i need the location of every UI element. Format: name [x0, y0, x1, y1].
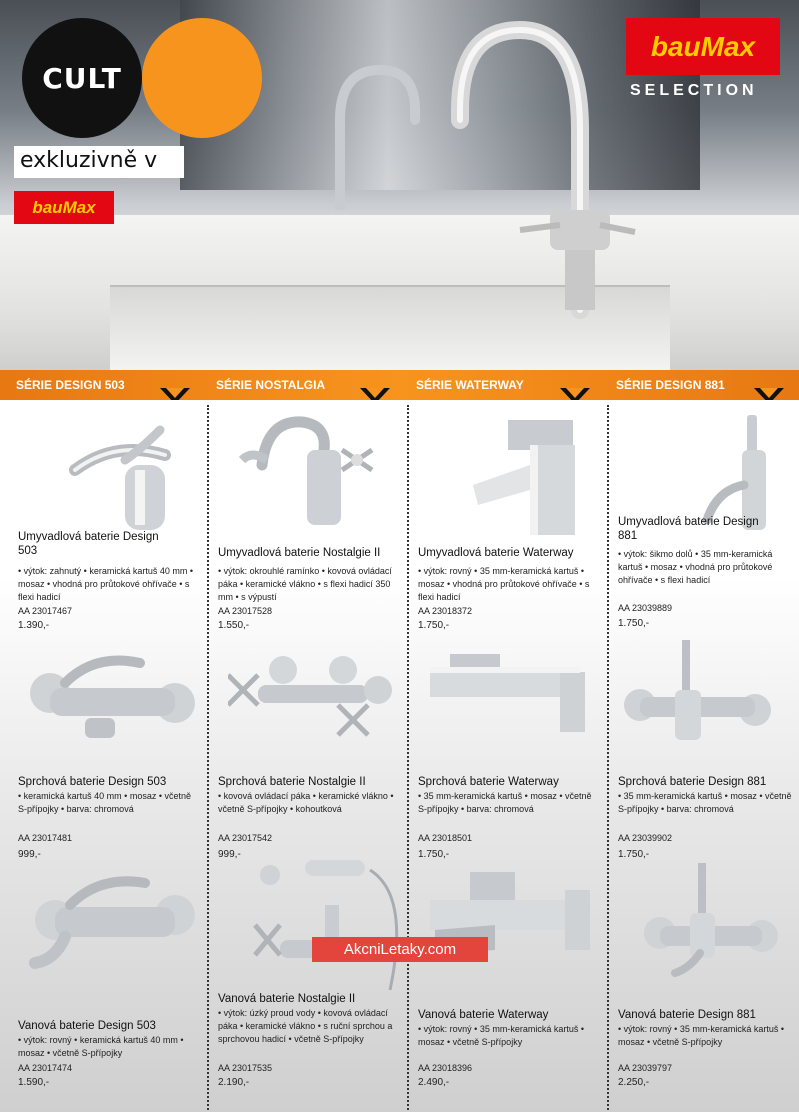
product-price: 1.750,-	[618, 618, 650, 629]
basin-faucet-nostalgia-image	[232, 410, 382, 530]
cult-logo-text: CULT	[42, 61, 122, 95]
product-code: AA 23017474	[18, 1063, 73, 1073]
product-title: Sprchová baterie Design 881	[618, 776, 767, 788]
exclusive-text: exkluzivně v	[20, 148, 158, 173]
shower-faucet-nostalgia-image	[228, 650, 398, 745]
product-code: AA 23039902	[618, 833, 673, 843]
product-spec: • výtok: okrouhlé ramínko • kovová ovládací páka • keramické vlákno • s flexi hadicí 350 mm • s výpustí	[218, 566, 392, 603]
product-spec: • kovová ovládací páka • keramické vlákno • včetně S-přípojky • kohoutková	[218, 791, 394, 815]
product-price: 999,-	[218, 849, 241, 860]
product-code: AA 23017481	[18, 833, 73, 843]
product-code: AA 23017542	[218, 833, 273, 843]
bath-faucet-design-881-image	[640, 858, 780, 978]
product-title: Umyvadlová baterie Waterway	[418, 547, 574, 559]
product-spec: • výtok: rovný • 35 mm-keramická kartuš • mosaz • včetně S-přípojky	[618, 1024, 784, 1048]
product-price: 1.390,-	[18, 620, 50, 631]
product-title: Sprchová baterie Waterway	[418, 776, 559, 788]
product-price: 1.550,-	[218, 620, 250, 631]
product-title: Vanová baterie Nostalgie II	[218, 993, 356, 1005]
baumax-logo: bauMax	[626, 18, 780, 75]
product-price: 1.590,-	[18, 1077, 50, 1088]
watermark: AkcniLetaky.com	[312, 937, 488, 962]
shower-faucet-design-881-image	[620, 635, 775, 745]
product-code: AA 23017535	[218, 1063, 273, 1073]
hero-faucet-image	[430, 10, 650, 320]
product-title: Sprchová baterie Nostalgie II	[218, 776, 366, 788]
product-code: AA 23017467	[18, 606, 73, 616]
basin-faucet-design-503-image	[55, 410, 185, 535]
product-title: Vanová baterie Design 503	[18, 1020, 156, 1032]
product-spec: • výtok: zahnutý • keramická kartuš 40 mm • mosaz • vhodná pro průtokové ohřívače • s flexi hadicí	[18, 566, 194, 603]
product-price: 2.490,-	[418, 1077, 450, 1088]
series-label-nostalgia: SÉRIE NOSTALGIA	[216, 378, 326, 392]
product-price: 1.750,-	[418, 849, 450, 860]
hero-faucet-small-image	[320, 60, 430, 210]
product-spec: • výtok: rovný • keramická kartuš 40 mm • mosaz • včetně S-přípojky	[18, 1035, 184, 1059]
cult-logo	[22, 18, 142, 138]
product-price: 1.750,-	[618, 849, 650, 860]
product-code: AA 23018372	[418, 606, 473, 616]
product-title: Umyvadlová baterie Design 881	[618, 516, 759, 543]
product-title: Umyvadlová baterie Nostalgie II	[218, 547, 381, 559]
product-code: AA 23018501	[418, 833, 473, 843]
product-spec: • výtok: šikmo dolů • 35 mm-keramická kartuš • mosaz • vhodná pro průtokové ohřívače • s flexi hadicí	[618, 549, 773, 586]
product-title: Umyvadlová baterie Design 503	[18, 531, 159, 558]
selection-label: SELECTION	[630, 82, 758, 99]
product-title: Vanová baterie Design 881	[618, 1009, 756, 1021]
column-divider	[607, 405, 609, 1110]
shower-faucet-waterway-image	[425, 652, 590, 737]
product-title: Vanová baterie Waterway	[418, 1009, 549, 1021]
product-price: 2.190,-	[218, 1077, 250, 1088]
product-spec: • 35 mm-keramická kartuš • mosaz • včetně S-přípojky • barva: chromová	[618, 791, 792, 815]
product-spec: • výtok: rovný • 35 mm-keramická kartuš • mosaz • vhodná pro průtokové ohřívače • s flexi hadicí	[418, 566, 590, 603]
product-price: 2.250,-	[618, 1077, 650, 1088]
product-code: AA 23018396	[418, 1063, 473, 1073]
product-spec: • keramická kartuš 40 mm • mosaz • včetně S-přípojky • barva: chromová	[18, 791, 192, 815]
shower-faucet-design-503-image	[25, 648, 195, 748]
product-title: Sprchová baterie Design 503	[18, 776, 167, 788]
product-price: 1.750,-	[418, 620, 450, 631]
product-code: AA 23039889	[618, 603, 673, 613]
product-spec: • 35 mm-keramická kartuš • mosaz • včetně S-přípojky • barva: chromová	[418, 791, 592, 815]
product-code: AA 23039797	[618, 1063, 673, 1073]
series-label-design-881: SÉRIE DESIGN 881	[616, 378, 725, 392]
product-code: AA 23017528	[218, 606, 273, 616]
product-price: 999,-	[18, 849, 41, 860]
product-spec: • výtok: úzký proud vody • kovová ovládací páka • keramické vlákno • s ruční sprchou a sprchovou hadicí • včetně S-přípojky	[218, 1008, 393, 1045]
product-spec: • výtok: rovný • 35 mm-keramická kartuš • mosaz • včetně S-přípojky	[418, 1024, 584, 1048]
bath-faucet-nostalgia-image	[250, 855, 420, 995]
series-label-design-503: SÉRIE DESIGN 503	[16, 378, 125, 392]
orange-circle-decoration	[142, 18, 262, 138]
column-divider	[207, 405, 209, 1110]
baumax-logo-small: bauMax	[14, 191, 114, 224]
bath-faucet-design-503-image	[25, 865, 195, 970]
series-label-waterway: SÉRIE WATERWAY	[416, 378, 524, 392]
basin-faucet-waterway-image	[468, 410, 583, 535]
